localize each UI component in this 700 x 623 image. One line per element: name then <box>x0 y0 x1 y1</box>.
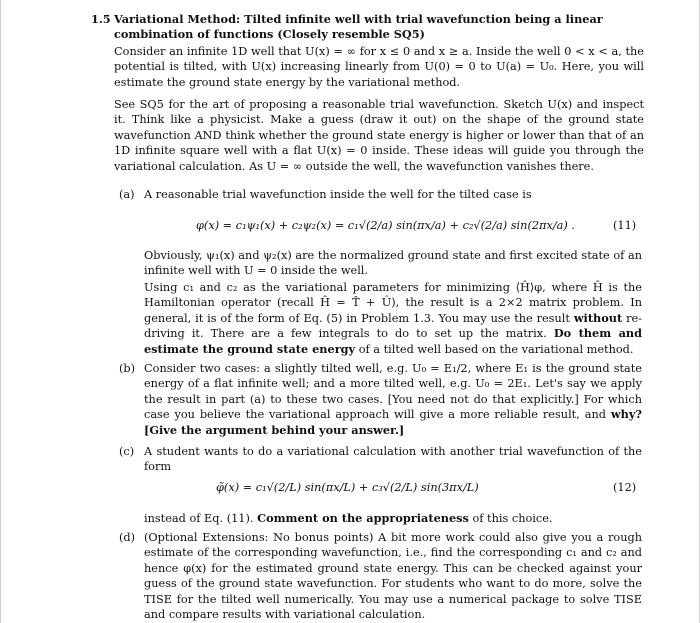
equation-12-number: (12) <box>613 481 637 494</box>
intro-paragraph-1: Consider an infinite 1D well that U(x) = ∞ for x ≤ 0 and x ≥ a. Inside the well 0 < x < a, the potential is tilted, with U(x) increasing linearly from U(0) = 0 to U(a) = U₀. Here, you will estimate the ground state energy by the variational method. <box>114 45 644 89</box>
section-number: 1.5 <box>91 12 111 26</box>
part-b-label: (b) <box>119 362 136 375</box>
section-title: Variational Method: Tilted infinite well with trial wavefunction being a linear combination of functions (Closely resemble SQ5) <box>114 12 603 42</box>
part-c-text: instead of Eq. (11). Comment on the appropriateness of this choice. <box>144 511 553 525</box>
part-a-text-2: Using c₁ and c₂ as the variational parameters for minimizing ⟨Ĥ⟩φ, where Ĥ is the Hamiltonian operator (recall Ĥ = T̂ + Û), the result is a 2×2 matrix problem. In general, it is of the form of Eq. (5) in Problem 1.3. You may use the result without re-driving it. There are a few integrals to do to set up the matrix. Do them and estimate the ground state energy of a tilted well based on the variational method. <box>144 281 643 356</box>
part-a-lead: A reasonable trial wavefunction inside the well for the tilted case is <box>144 188 532 201</box>
intro-paragraph-2: See SQ5 for the art of proposing a reasonable trial wavefunction. Sketch U(x) and inspect it. Think like a physicist. Make a guess (draw it out) on the shape of the ground state wavefunction AND think whether the ground state energy is higher or lower than that of an 1D infinite square well with a flat U(x) = 0 inside. These ideas will guide you through the variational calculation. As U = ∞ outside the well, the wavefunction vanishes there. <box>114 98 644 173</box>
part-c-lead: A student wants to do a variational calculation with another trial wavefunction of the form <box>144 445 642 474</box>
part-d-text: (Optional Extensions: No bonus points) A bit more work could also give you a rough estimate of the corresponding wavefunction, i.e., find the corresponding c₁ and c₂ and hence φ(x) for the estimated ground state energy. This can be checked against your guess of the ground state wavefunction. For students who want to do more, solve the TISE for the tilted well numerically. You may use a numerical package to solve TISE and compare results with variational calculation. <box>144 531 642 622</box>
equation-11: φ(x) = c₁ψ₁(x) + c₂ψ₂(x) = c₁√(2/a) sin(πx/a) + c₂√(2/a) sin(2πx/a) . <box>196 219 575 232</box>
part-d-label: (d) <box>119 531 136 544</box>
part-a-text-1: Obviously, ψ₁(x) and ψ₂(x) are the normalized ground state and first excited state of an infinite well with U = 0 inside the well. <box>144 249 642 278</box>
part-b-text: Consider two cases: a slightly tilted well, e.g. U₀ = E₁/2, where E₁ is the ground state energy of a flat infinite well; and a more tilted well, e.g. U₀ = 2E₁. Let's say we apply the result in part (a) to these two cases. [You need not do that explicitly.] For which case you believe the variational approach will give a more reliable result, and why? [Give the argument behind your answer.] <box>144 362 643 437</box>
equation-12: φ̃(x) = c₁√(2/L) sin(πx/L) + c₃√(2/L) sin(3πx/L) <box>216 481 479 494</box>
part-a-label: (a) <box>119 188 135 201</box>
equation-11-number: (11) <box>613 219 637 232</box>
part-c-label: (c) <box>119 445 135 458</box>
